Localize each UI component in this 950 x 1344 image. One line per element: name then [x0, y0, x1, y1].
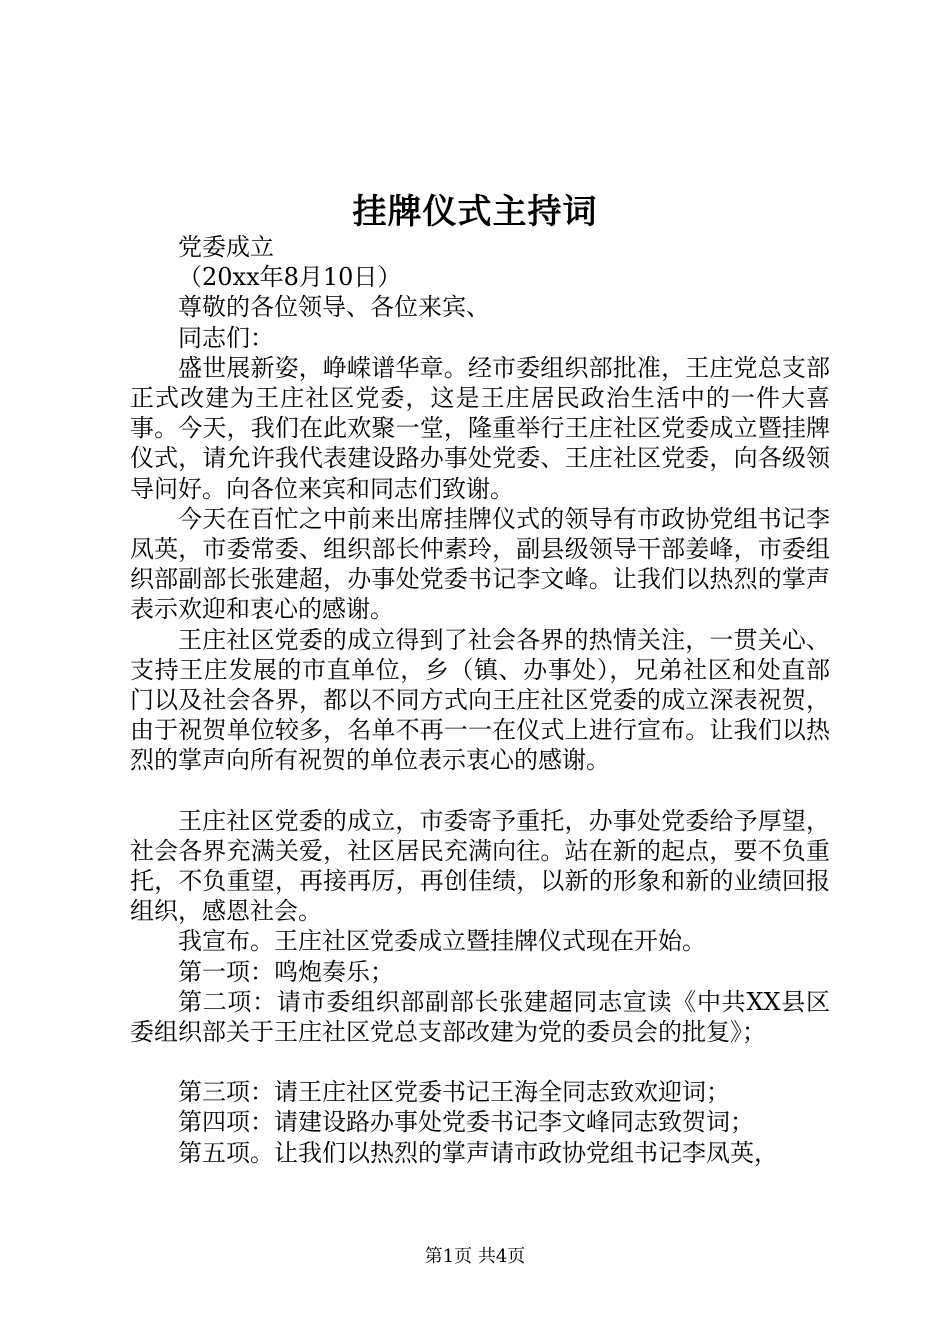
document-title: 挂牌仪式主持词	[352, 192, 598, 232]
paragraph-congratulations: 王庄社区党委的成立得到了社会各界的热情关注，一贯关心、支持王庄发展的市直单位，乡（镇、办事处），兄弟社区和处直部门以及社会各界，都以不同方式向王庄社区党委的成立深表祝贺，由于祝贺单位较多，名单不再一一在仪式上进行宣布。让我们以热烈的掌声向所有祝贺的单位表示衷心的感谢。	[130, 625, 830, 775]
paragraph-opening: 盛世展新姿，峥嵘谱华章。经市委组织部批准，王庄党总支部正式改建为王庄社区党委，这是王庄居民政治生活中的一件大喜事。今天，我们在此欢聚一堂，隆重举行王庄社区党委成立暨挂牌仪式，请允许我代表建设路办事处党委、王庄社区党委，向各级领导问好。向各位来宾和同志们致谢。	[130, 353, 830, 503]
document-body	[130, 232, 830, 1168]
greeting-line: 尊敬的各位领导、各位来宾、	[178, 293, 490, 322]
subtitle-line: 党委成立	[178, 233, 274, 261]
paragraph-guests: 今天在百忙之中前来出席挂牌仪式的领导有市政协党组书记李凤英，市委常委、组织部长仲素玲，副县级领导干部姜峰，市委组织部副部长张建超，办事处党委书记李文峰。让我们以热烈的掌声表示欢迎和衷心的感谢。	[130, 504, 830, 624]
date-line: （20xx年8月10日）	[178, 263, 402, 292]
page-footer: 第1页 共4页	[424, 1246, 526, 1267]
agenda-item-1: 第一项：鸣炮奏乐；	[178, 957, 394, 986]
paragraph-gap	[130, 1047, 830, 1077]
salutation-line: 同志们：	[178, 323, 274, 352]
paragraph-announcement: 我宣布。王庄社区党委成立暨挂牌仪式现在开始。	[178, 927, 706, 956]
agenda-item-5: 第五项。让我们以热烈的掌声请市政协党组书记李凤英，	[178, 1138, 778, 1167]
agenda-item-4: 第四项：请建设路办事处党委书记李文峰同志致贺词；	[178, 1108, 754, 1137]
agenda-item-2: 第二项：请市委组织部副部长张建超同志宣读《中共XX县区委组织部关于王庄社区党总支部改建为党的委员会的批复》；	[130, 987, 830, 1047]
paragraph-gap	[130, 776, 830, 806]
paragraph-expectations: 王庄社区党委的成立，市委寄予重托，办事处党委给予厚望，社会各界充满关爱，社区居民充满向往。站在新的起点，要不负重托，不负重望，再接再厉，再创佳绩，以新的形象和新的业绩回报组织，感恩社会。	[130, 806, 830, 926]
agenda-item-3: 第三项：请王庄社区党委书记王海全同志致欢迎词；	[178, 1078, 730, 1107]
